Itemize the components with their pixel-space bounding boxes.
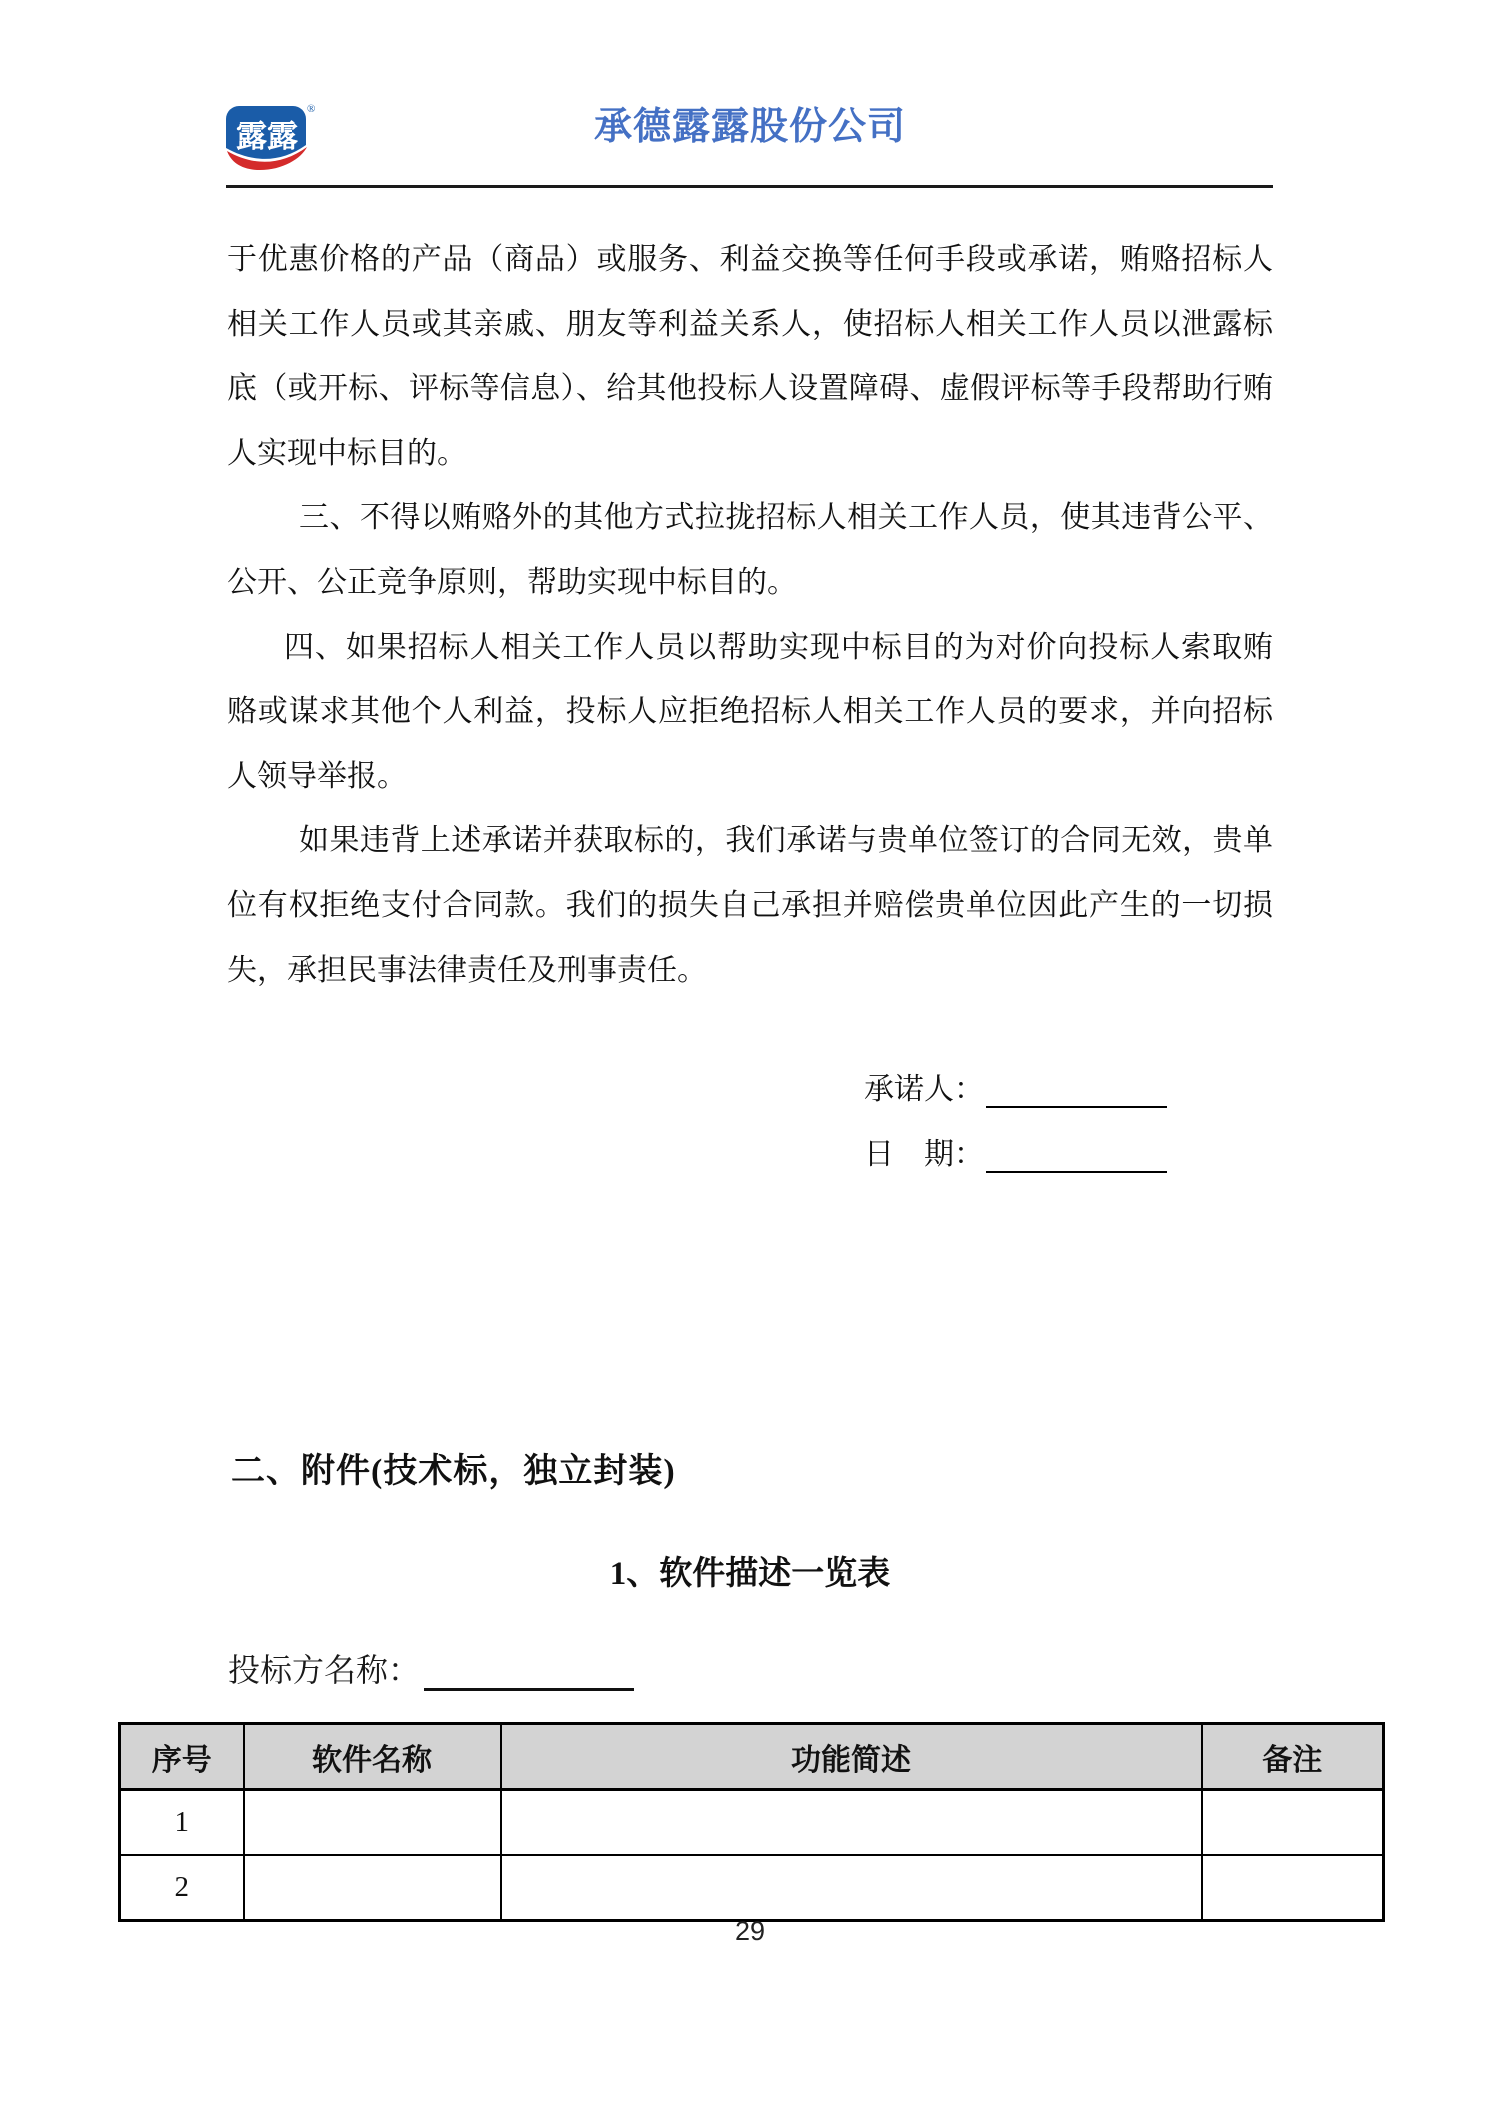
- page-number: 29: [734, 1916, 766, 1946]
- table-row: [120, 1855, 1384, 1921]
- cell-function-desc[interactable]: [501, 1855, 1202, 1921]
- registered-trademark-icon: ®: [307, 103, 316, 115]
- signature-block: [864, 1043, 1167, 1173]
- cell-remark[interactable]: [1202, 1790, 1384, 1856]
- col-header-remark: 备注: [1202, 1724, 1384, 1790]
- promisor-signature-line[interactable]: [986, 1066, 1167, 1108]
- attachment-heading: 二、附件(技术标，独立封装): [231, 1453, 676, 1490]
- date-row: [864, 1108, 1167, 1173]
- cell-remark[interactable]: [1202, 1855, 1384, 1921]
- col-header-function-desc: 功能简述: [501, 1724, 1202, 1790]
- cell-software-name[interactable]: [244, 1790, 501, 1856]
- software-table-title: 1、软件描述一览表: [609, 1556, 891, 1592]
- bidder-name-label: 投标方名称：: [228, 1652, 421, 1688]
- paragraph-item-4: 四、如果招标人相关工作人员以帮助实现中标目的为对价向投标人索取贿赂或谋求其他个人利益，投标人应拒绝招标人相关工作人员的要求，并向招标人领导举报。: [227, 630, 1273, 793]
- header-divider: [226, 185, 1273, 188]
- cell-software-name[interactable]: [244, 1855, 501, 1921]
- table-row: [120, 1790, 1384, 1856]
- bidder-name-row: [228, 1645, 634, 1691]
- col-header-index: 序号: [120, 1724, 244, 1790]
- date-signature-line[interactable]: [986, 1131, 1167, 1173]
- cell-function-desc[interactable]: [501, 1790, 1202, 1856]
- software-table: [118, 1722, 1385, 1922]
- promisor-row: [864, 1043, 1167, 1108]
- bidder-name-line[interactable]: [424, 1646, 634, 1691]
- company-name: 承德露露股份公司: [593, 106, 906, 148]
- cell-index: 2: [120, 1855, 244, 1921]
- table-header-row: [120, 1724, 1384, 1790]
- promisor-label: 承诺人：: [864, 1073, 984, 1106]
- logo-wordmark: 露露: [236, 119, 298, 154]
- cell-index: 1: [120, 1790, 244, 1856]
- paragraph-item-3: 三、不得以贿赂外的其他方式拉拢招标人相关工作人员，使其违背公平、公开、公正竞争原则，帮助实现中标目的。: [227, 501, 1273, 599]
- paragraph-closing: 如果违背上述承诺并获取标的，我们承诺与贵单位签订的合同无效，贵单位有权拒绝支付合同款。我们的损失自己承担并赔偿贵单位因此产生的一切损失，承担民事法律责任及刑事责任。: [227, 824, 1273, 987]
- commitment-text: [227, 228, 1273, 1003]
- paragraph-continuation: 于优惠价格的产品（商品）或服务、利益交换等任何手段或承诺，贿赂招标人相关工作人员或其亲戚、朋友等利益关系人，使招标人相关工作人员以泄露标底（或开标、评标等信息）、给其他投标人设置障碍、虚假评标等手段帮助行贿人实现中标目的。: [227, 243, 1273, 470]
- col-header-software-name: 软件名称: [244, 1724, 501, 1790]
- date-label: 日 期：: [864, 1138, 984, 1171]
